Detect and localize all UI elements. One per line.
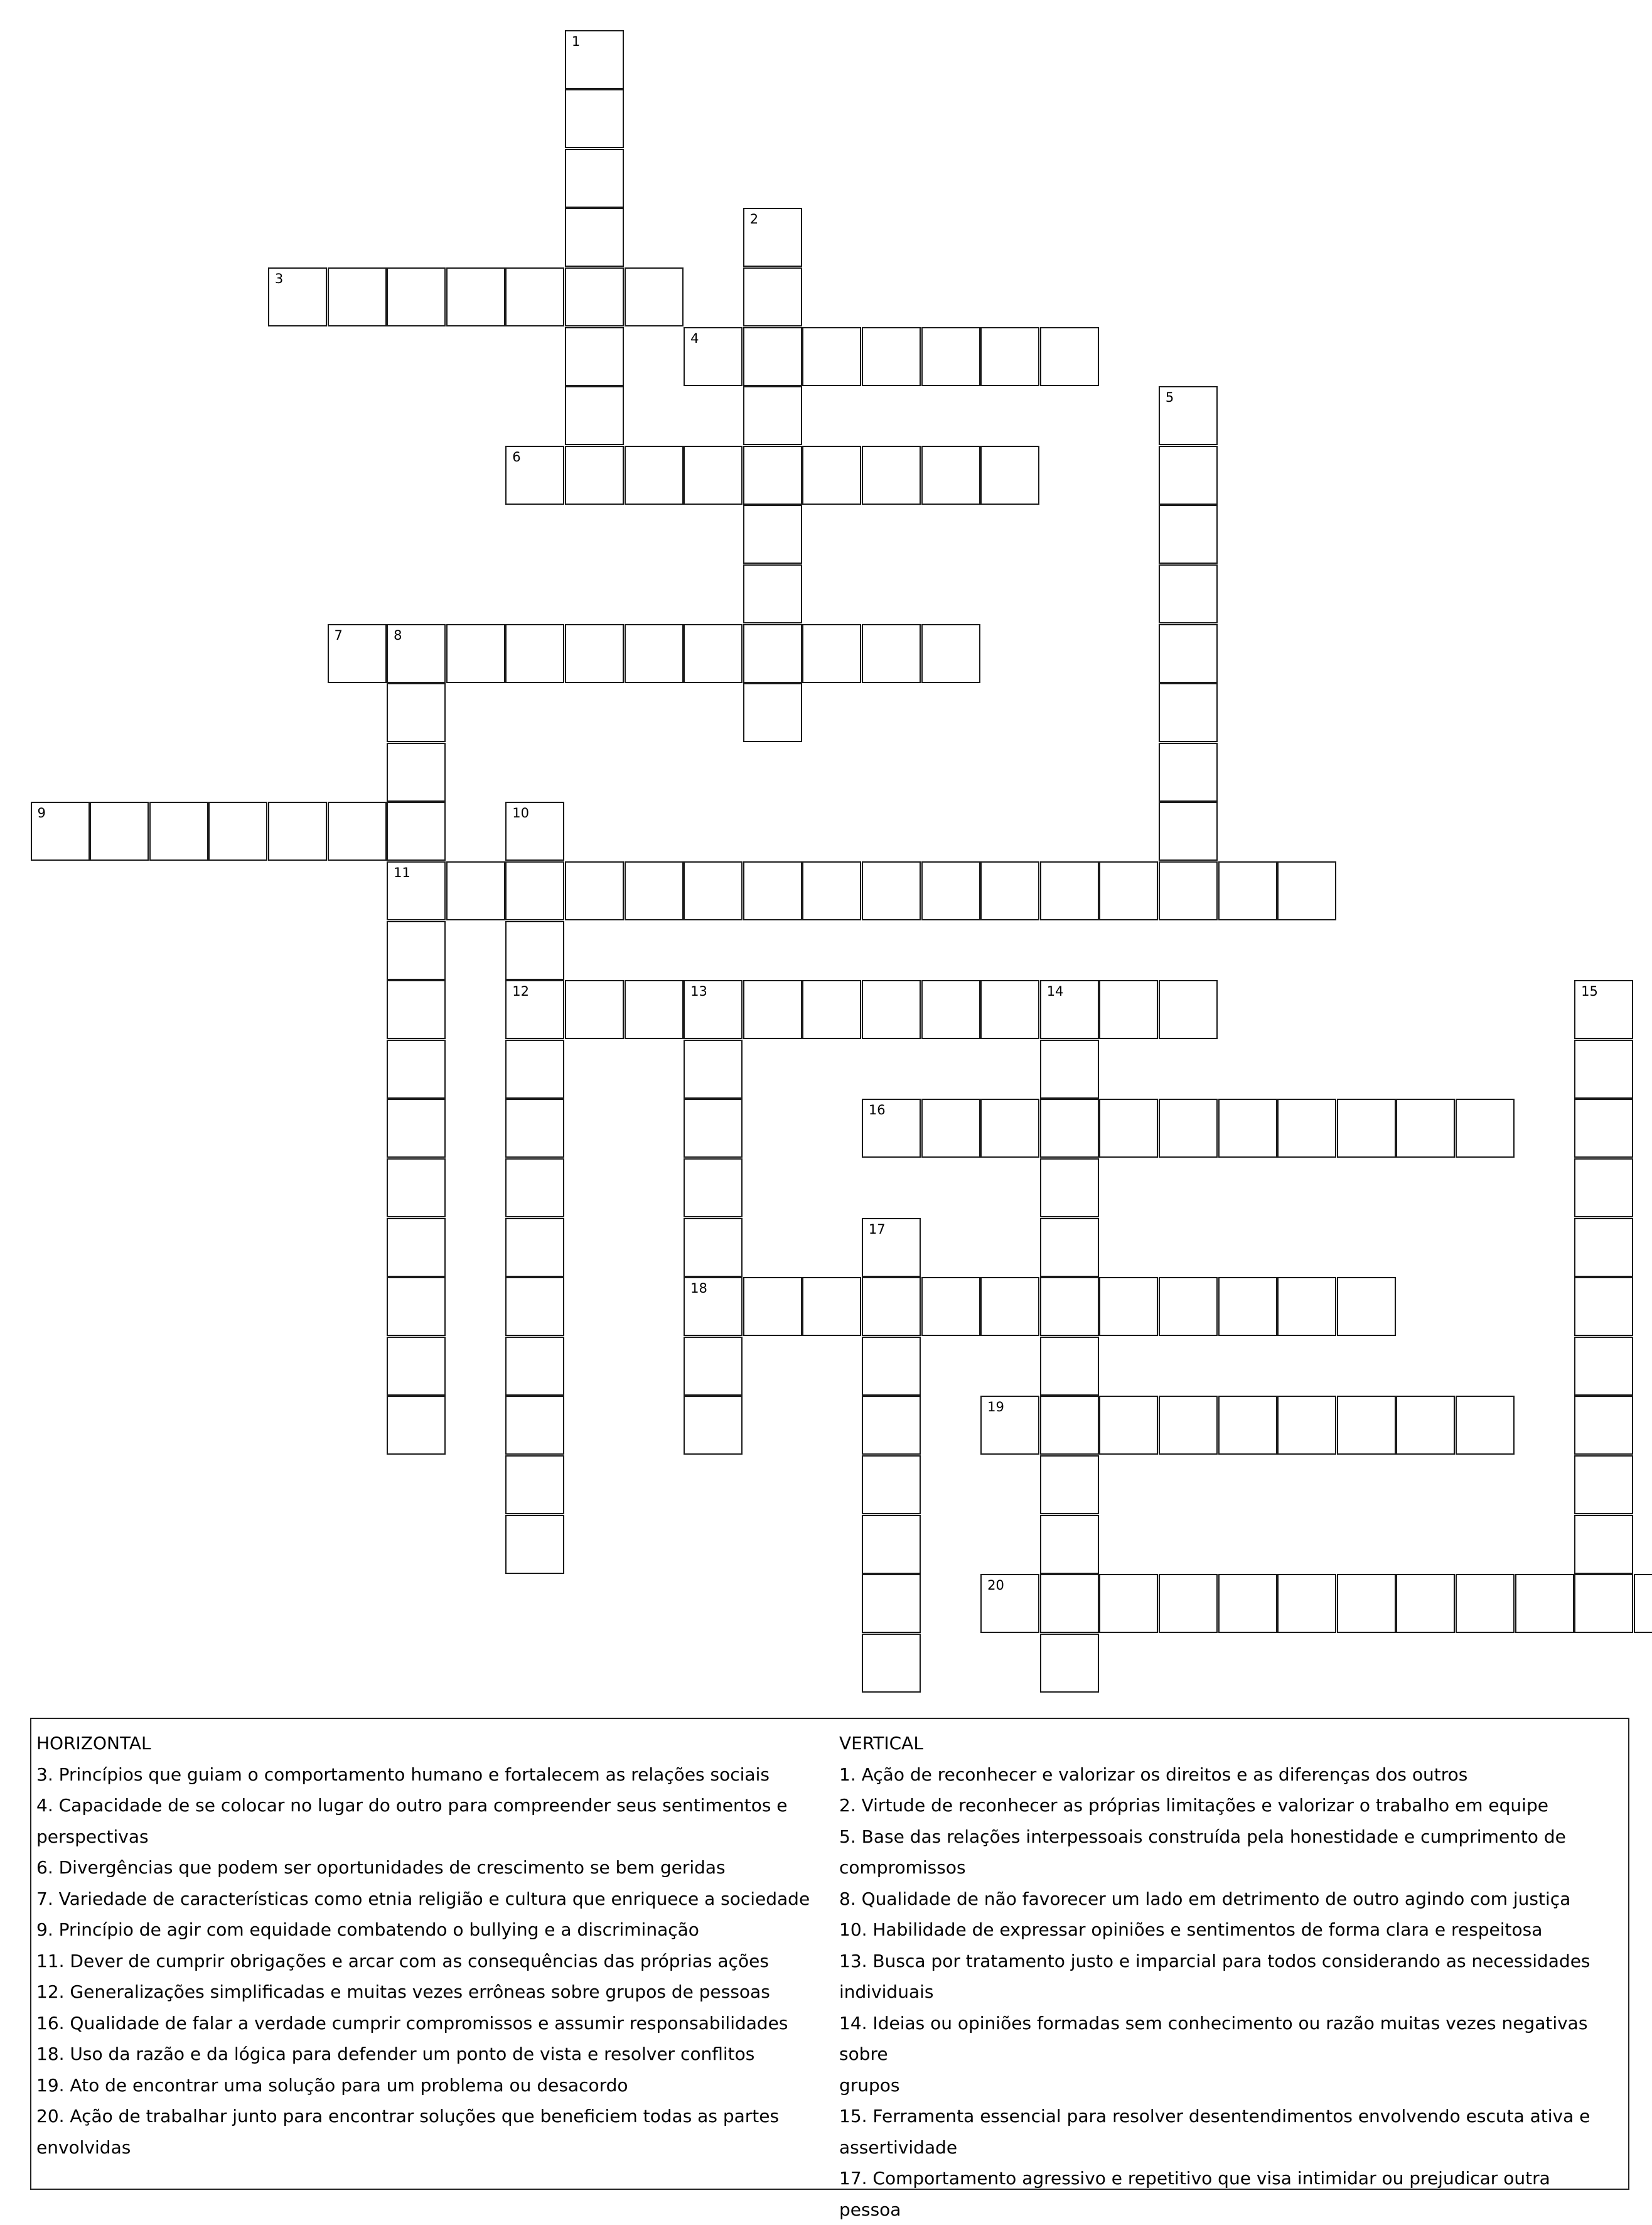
grid-cell[interactable] xyxy=(802,327,861,386)
grid-cell[interactable] xyxy=(980,1396,1039,1455)
grid-cell[interactable] xyxy=(1099,980,1158,1039)
clue-line: compromissos xyxy=(839,1857,966,1878)
grid-cell[interactable] xyxy=(1159,1099,1218,1158)
grid-cell[interactable] xyxy=(446,267,505,326)
grid-cell[interactable] xyxy=(387,1040,446,1099)
grid-cell[interactable] xyxy=(862,1218,921,1277)
grid-cell[interactable] xyxy=(1099,861,1158,920)
horizontal-clues xyxy=(36,1728,812,2163)
grid-cell[interactable] xyxy=(625,267,684,326)
grid-cell[interactable] xyxy=(1574,1337,1633,1396)
grid-cell[interactable] xyxy=(1634,1574,1652,1633)
grid-cell[interactable] xyxy=(862,1455,921,1514)
clue-line: 17. Comportamento agressivo e repetitivo que visa intimidar ou prejudicar outra pessoa xyxy=(839,2168,1550,2220)
grid-cell[interactable] xyxy=(921,861,980,920)
clue-number: 9 xyxy=(37,805,46,821)
grid-cell[interactable] xyxy=(625,980,684,1039)
grid-cell[interactable] xyxy=(1574,1574,1633,1633)
grid-cell[interactable] xyxy=(387,1277,446,1336)
clue-number: 6 xyxy=(512,449,521,465)
grid-cell[interactable] xyxy=(387,980,446,1039)
clue-line: individuais xyxy=(839,1981,934,2002)
grid-cell[interactable] xyxy=(1040,1574,1099,1633)
grid-cell[interactable] xyxy=(565,267,624,326)
grid-cell[interactable] xyxy=(1040,1515,1099,1574)
clue-line: 15. Ferramenta essencial para resolver desentendimentos envolvendo escuta ativa e xyxy=(839,2106,1590,2126)
grid-cell[interactable] xyxy=(802,1277,861,1336)
grid-cell[interactable] xyxy=(862,861,921,920)
grid-cell[interactable] xyxy=(862,1099,921,1158)
grid-cell[interactable] xyxy=(1099,1574,1158,1633)
clue-number: 12 xyxy=(512,984,530,999)
grid-cell[interactable] xyxy=(743,980,802,1039)
grid-cell[interactable] xyxy=(505,1099,564,1158)
grid-cell[interactable] xyxy=(565,327,624,386)
grid-cell[interactable] xyxy=(387,1396,446,1455)
grid-cell[interactable] xyxy=(684,1218,743,1277)
grid-cell[interactable] xyxy=(921,624,980,683)
vertical-heading: VERTICAL xyxy=(839,1733,923,1754)
grid-cell[interactable] xyxy=(505,861,564,920)
grid-cell[interactable] xyxy=(1040,1040,1099,1099)
grid-cell[interactable] xyxy=(1337,1396,1396,1455)
grid-cell[interactable] xyxy=(1396,1574,1455,1633)
grid-cell[interactable] xyxy=(980,446,1039,505)
grid-cell[interactable] xyxy=(1574,1396,1633,1455)
grid-cell[interactable] xyxy=(1040,1158,1099,1217)
grid-cell[interactable] xyxy=(446,624,505,683)
clue-line: 7. Variedade de características como etnia religião e cultura que enriquece a sociedade xyxy=(36,1888,810,1909)
clue-line: 9. Princípio de agir com equidade combatendo o bullying e a discriminação xyxy=(36,1919,699,1940)
clue-line: envolvidas xyxy=(36,2136,131,2158)
grid-cell[interactable] xyxy=(684,446,743,505)
grid-cell[interactable] xyxy=(1456,1396,1515,1455)
grid-cell[interactable] xyxy=(980,327,1039,386)
grid-cell[interactable] xyxy=(1277,1574,1336,1633)
grid-cell[interactable] xyxy=(387,624,446,683)
grid-cell[interactable] xyxy=(684,980,743,1039)
grid-cell[interactable] xyxy=(387,683,446,742)
grid-cell[interactable] xyxy=(1277,1099,1336,1158)
grid-cell[interactable] xyxy=(505,1455,564,1514)
grid-cell[interactable] xyxy=(505,980,564,1039)
clue-number: 10 xyxy=(512,805,530,821)
grid-cell[interactable] xyxy=(743,505,802,564)
grid-cell[interactable] xyxy=(684,327,743,386)
clue-line: 11. Dever de cumprir obrigações e arcar com as consequências das próprias ações xyxy=(36,1950,769,1971)
clue-line: 19. Ato de encontrar uma solução para um problema ou desacordo xyxy=(36,2074,628,2096)
grid-cell[interactable] xyxy=(1040,1634,1099,1693)
grid-cell[interactable] xyxy=(921,1277,980,1336)
grid-cell[interactable] xyxy=(862,1634,921,1693)
grid-cell[interactable] xyxy=(565,89,624,148)
grid-cell[interactable] xyxy=(743,1277,802,1336)
grid-cell[interactable] xyxy=(1218,1277,1277,1336)
grid-cell[interactable] xyxy=(684,1158,743,1217)
grid-cell[interactable] xyxy=(1159,624,1218,683)
grid-cell[interactable] xyxy=(1040,1337,1099,1396)
grid-cell[interactable] xyxy=(387,267,446,326)
horizontal-heading: HORIZONTAL xyxy=(36,1733,151,1754)
grid-cell[interactable] xyxy=(387,1337,446,1396)
clue-number: 4 xyxy=(690,330,699,346)
clue-number: 11 xyxy=(394,865,410,880)
grid-cell[interactable] xyxy=(1574,1040,1633,1099)
grid-cell[interactable] xyxy=(1159,683,1218,742)
grid-cell[interactable] xyxy=(505,267,564,326)
grid-cell[interactable] xyxy=(1337,1099,1396,1158)
grid-cell[interactable] xyxy=(1040,1277,1099,1336)
grid-cell[interactable] xyxy=(1574,1099,1633,1158)
clue-number: 5 xyxy=(1165,390,1174,406)
grid-cell[interactable] xyxy=(387,1099,446,1158)
grid-cell[interactable] xyxy=(1040,980,1099,1039)
clue-number: 1 xyxy=(571,33,581,49)
grid-cell[interactable] xyxy=(625,624,684,683)
clue-line: 20. Ação de trabalhar junto para encontrar soluções que beneficiem todas as partes xyxy=(36,2106,780,2126)
clue-number: 13 xyxy=(690,984,707,999)
clue-line: 6. Divergências que podem ser oportunidades de crescimento se bem geridas xyxy=(36,1857,726,1878)
grid-cell[interactable] xyxy=(743,386,802,445)
grid-cell[interactable] xyxy=(802,980,861,1039)
grid-cell[interactable] xyxy=(1456,1099,1515,1158)
grid-cell[interactable] xyxy=(921,1099,980,1158)
clue-line: 14. Ideias ou opiniões formadas sem conhecimento ou razão muitas vezes negativas sobre xyxy=(839,2012,1588,2064)
grid-cell[interactable] xyxy=(862,446,921,505)
grid-cell[interactable] xyxy=(446,861,505,920)
clue-number: 15 xyxy=(1581,984,1598,999)
clue-line: 8. Qualidade de não favorecer um lado em detrimento de outro agindo com justiça xyxy=(839,1888,1571,1909)
grid-cell[interactable] xyxy=(505,446,564,505)
grid-cell[interactable] xyxy=(1159,446,1218,505)
grid-cell[interactable] xyxy=(1218,1574,1277,1633)
grid-cell[interactable] xyxy=(1040,1396,1099,1455)
grid-cell[interactable] xyxy=(565,980,624,1039)
grid-cell[interactable] xyxy=(980,861,1039,920)
grid-cell[interactable] xyxy=(625,861,684,920)
grid-cell[interactable] xyxy=(743,208,802,267)
grid-cell[interactable] xyxy=(1159,1277,1218,1336)
grid-cell[interactable] xyxy=(802,446,861,505)
grid-cell[interactable] xyxy=(1040,1218,1099,1277)
clue-number: 2 xyxy=(749,212,759,227)
grid-cell[interactable] xyxy=(1040,861,1099,920)
clue-line: assertividade xyxy=(839,2136,958,2158)
grid-cell[interactable] xyxy=(1574,1455,1633,1514)
grid-cell[interactable] xyxy=(684,1277,743,1336)
grid-cell[interactable] xyxy=(268,802,327,861)
grid-cell[interactable] xyxy=(1574,980,1633,1039)
clue-number: 8 xyxy=(394,627,402,643)
clue-number: 3 xyxy=(274,271,284,286)
grid-cell[interactable] xyxy=(743,683,802,742)
grid-cell[interactable] xyxy=(1218,1099,1277,1158)
grid-cell[interactable] xyxy=(505,802,564,861)
clue-line: 12. Generalizações simplificadas e muitas vezes errôneas sobre grupos de pessoas xyxy=(36,1981,770,2002)
grid-cell[interactable] xyxy=(684,1099,743,1158)
grid-cell[interactable] xyxy=(1574,1515,1633,1574)
grid-cell[interactable] xyxy=(980,980,1039,1039)
grid-cell[interactable] xyxy=(862,1515,921,1574)
clue-number: 7 xyxy=(334,627,343,643)
grid-cell[interactable] xyxy=(565,208,624,267)
grid-cell[interactable] xyxy=(862,624,921,683)
grid-cell[interactable] xyxy=(684,861,743,920)
grid-cell[interactable] xyxy=(802,624,861,683)
vertical-clues xyxy=(839,1728,1617,2225)
grid-cell[interactable] xyxy=(684,1337,743,1396)
grid-cell[interactable] xyxy=(1277,861,1336,920)
grid-cell[interactable] xyxy=(1396,1396,1455,1455)
clue-number: 17 xyxy=(868,1221,886,1237)
clue-line: 1. Ação de reconhecer e valorizar os direitos e as diferenças dos outros xyxy=(839,1764,1468,1785)
clue-line: 2. Virtude de reconhecer as próprias limitações e valorizar o trabalho em equipe xyxy=(839,1795,1548,1816)
grid-cell[interactable] xyxy=(387,802,446,861)
grid-cell[interactable] xyxy=(743,861,802,920)
grid-cell[interactable] xyxy=(862,327,921,386)
grid-cell[interactable] xyxy=(90,802,149,861)
grid-cell[interactable] xyxy=(862,1337,921,1396)
grid-cell[interactable] xyxy=(505,1277,564,1336)
grid-cell[interactable] xyxy=(862,1396,921,1455)
grid-cell[interactable] xyxy=(1159,1574,1218,1633)
grid-cell[interactable] xyxy=(565,624,624,683)
grid-cell[interactable] xyxy=(1159,386,1218,445)
grid-cell[interactable] xyxy=(743,267,802,326)
grid-cell[interactable] xyxy=(1099,1277,1158,1336)
grid-cell[interactable] xyxy=(328,802,387,861)
grid-cell[interactable] xyxy=(743,564,802,623)
grid-cell[interactable] xyxy=(1040,1455,1099,1514)
grid-cell[interactable] xyxy=(1218,1396,1277,1455)
grid-cell[interactable] xyxy=(921,446,980,505)
grid-cell[interactable] xyxy=(1099,1099,1158,1158)
grid-cell[interactable] xyxy=(565,386,624,445)
grid-cell[interactable] xyxy=(684,1040,743,1099)
grid-cell[interactable] xyxy=(505,1515,564,1574)
clue-number: 18 xyxy=(690,1281,707,1296)
grid-cell[interactable] xyxy=(862,980,921,1039)
grid-cell[interactable] xyxy=(743,446,802,505)
grid-cell[interactable] xyxy=(328,267,387,326)
clue-line: 4. Capacidade de se colocar no lugar do outro para compreender seus sentimentos e xyxy=(36,1795,788,1816)
grid-cell[interactable] xyxy=(31,802,90,861)
grid-cell[interactable] xyxy=(505,1218,564,1277)
clue-line: 18. Uso da razão e da lógica para defender um ponto de vista e resolver conflitos xyxy=(36,2044,755,2064)
clue-number: 14 xyxy=(1046,984,1064,999)
grid-cell[interactable] xyxy=(1574,1277,1633,1336)
clue-line: 13. Busca por tratamento justo e imparcial para todos considerando as necessidades xyxy=(839,1950,1590,1971)
grid-cell[interactable] xyxy=(565,149,624,208)
grid-cell[interactable] xyxy=(625,446,684,505)
grid-cell[interactable] xyxy=(1040,327,1099,386)
grid-cell[interactable] xyxy=(1456,1574,1515,1633)
clue-line: 16. Qualidade de falar a verdade cumprir compromissos e assumir responsabilidades xyxy=(36,2012,788,2034)
grid-cell[interactable] xyxy=(921,327,980,386)
grid-cell[interactable] xyxy=(684,624,743,683)
grid-cell[interactable] xyxy=(149,802,208,861)
grid-cell[interactable] xyxy=(802,861,861,920)
clue-line: perspectivas xyxy=(36,1826,149,1847)
grid-cell[interactable] xyxy=(505,1396,564,1455)
grid-cell[interactable] xyxy=(505,624,564,683)
clue-line: grupos xyxy=(839,2074,900,2096)
grid-cell[interactable] xyxy=(505,1158,564,1217)
grid-cell[interactable] xyxy=(565,861,624,920)
grid-cell[interactable] xyxy=(565,30,624,89)
grid-cell[interactable] xyxy=(862,1277,921,1336)
grid-cell[interactable] xyxy=(505,921,564,980)
grid-cell[interactable] xyxy=(1277,1277,1336,1336)
grid-cell[interactable] xyxy=(1337,1574,1396,1633)
grid-cell[interactable] xyxy=(743,624,802,683)
clue-line: 10. Habilidade de expressar opiniões e sentimentos de forma clara e respeitosa xyxy=(839,1919,1543,1940)
clue-line: 5. Base das relações interpessoais construída pela honestidade e cumprimento de xyxy=(839,1826,1566,1847)
grid-cell[interactable] xyxy=(1159,1396,1218,1455)
grid-cell[interactable] xyxy=(387,743,446,802)
grid-cell[interactable] xyxy=(921,980,980,1039)
grid-cell[interactable] xyxy=(1159,980,1218,1039)
grid-cell[interactable] xyxy=(743,327,802,386)
grid-cell[interactable] xyxy=(505,1337,564,1396)
grid-cell[interactable] xyxy=(980,1574,1039,1633)
grid-cell[interactable] xyxy=(1515,1574,1574,1633)
grid-cell[interactable] xyxy=(980,1277,1039,1336)
grid-cell[interactable] xyxy=(1159,564,1218,623)
clues-box xyxy=(30,1718,1629,2220)
grid-cell[interactable] xyxy=(387,1158,446,1217)
grid-cell[interactable] xyxy=(387,1218,446,1277)
grid-cell[interactable] xyxy=(980,1099,1039,1158)
grid-cell[interactable] xyxy=(505,1040,564,1099)
grid-cell[interactable] xyxy=(565,446,624,505)
grid-cell[interactable] xyxy=(684,1396,743,1455)
clue-number: 16 xyxy=(868,1102,886,1118)
grid-cell[interactable] xyxy=(328,624,387,683)
grid-cell[interactable] xyxy=(862,1574,921,1633)
grid-cell[interactable] xyxy=(1159,861,1218,920)
grid-cell[interactable] xyxy=(1396,1099,1455,1158)
clue-number: 20 xyxy=(987,1578,1004,1593)
grid-cell[interactable] xyxy=(1277,1396,1336,1455)
grid-cell[interactable] xyxy=(1574,1218,1633,1277)
grid-cell[interactable] xyxy=(1159,743,1218,802)
clue-line: 3. Princípios que guiam o comportamento humano e fortalecem as relações sociais xyxy=(36,1764,770,1785)
grid-cell[interactable] xyxy=(1218,861,1277,920)
grid-cell[interactable] xyxy=(387,861,446,920)
grid-cell[interactable] xyxy=(1159,505,1218,564)
grid-cell[interactable] xyxy=(1099,1396,1158,1455)
grid-cell[interactable] xyxy=(1159,802,1218,861)
clue-number: 19 xyxy=(987,1399,1004,1415)
grid-cell[interactable] xyxy=(268,267,327,326)
grid-cell[interactable] xyxy=(387,921,446,980)
grid-cell[interactable] xyxy=(208,802,267,861)
grid-cell[interactable] xyxy=(1040,1099,1099,1158)
grid-cell[interactable] xyxy=(1574,1158,1633,1217)
grid-cell[interactable] xyxy=(1337,1277,1396,1336)
